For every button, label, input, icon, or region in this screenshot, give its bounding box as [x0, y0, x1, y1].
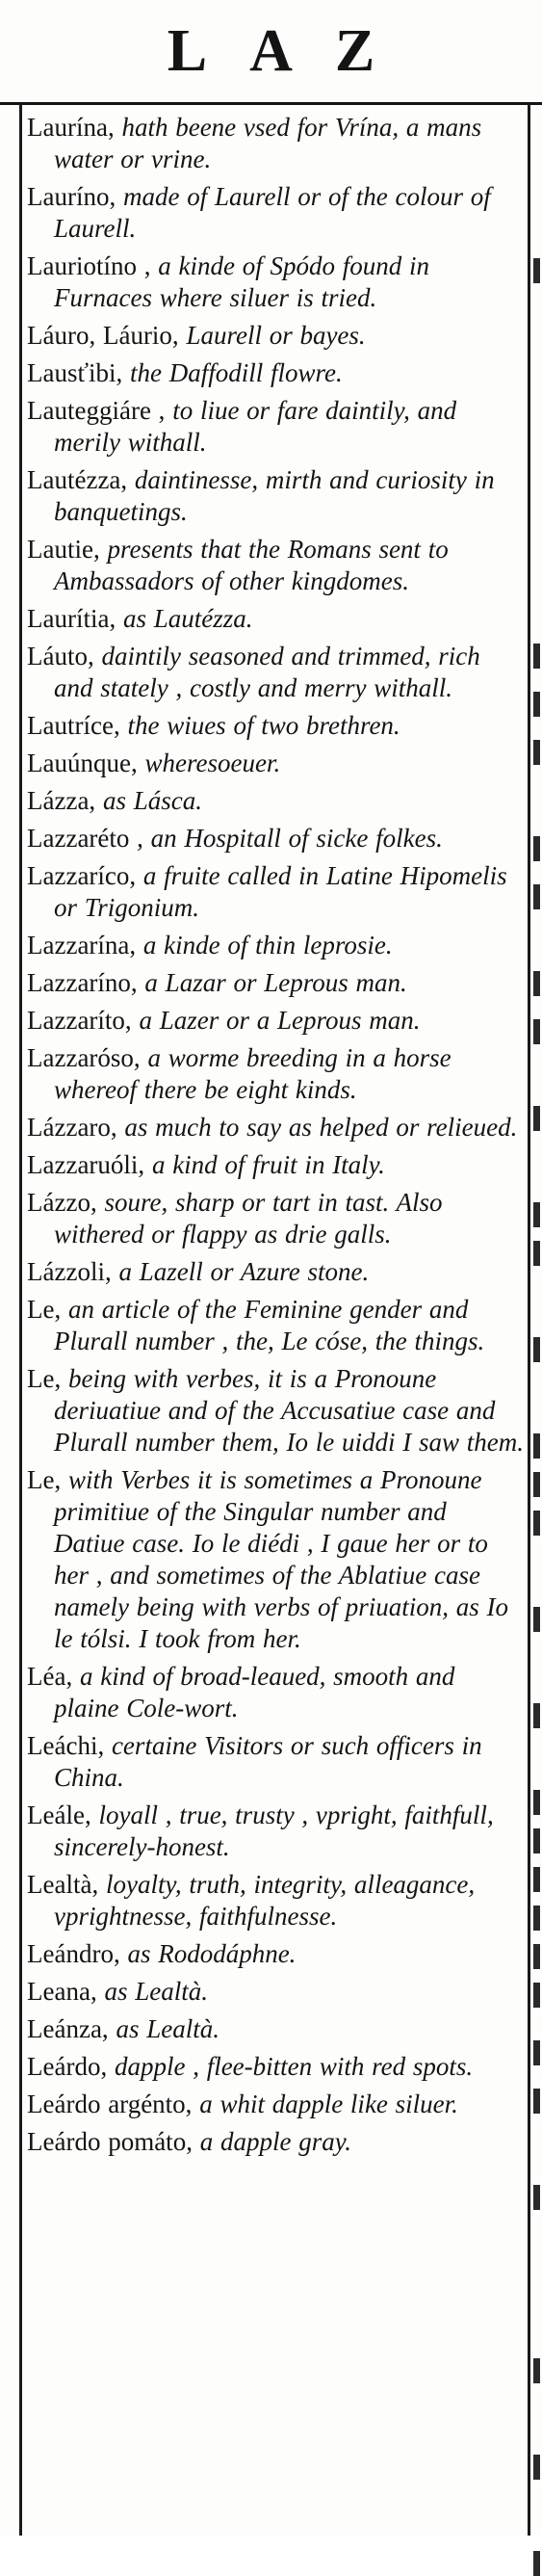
- dictionary-entry: [27, 1149, 524, 1181]
- entry-definition: the wiues of two brethren.: [119, 711, 400, 740]
- entry-definition: a kind of broad-leaued, smooth and plaine Cole-wort.: [54, 1662, 455, 1722]
- entry-headword: Láuto,: [27, 642, 94, 670]
- dictionary-entry: [27, 1112, 524, 1143]
- entry-headword: Lazzaréto ,: [27, 824, 143, 853]
- entry-headword: Lázzoli,: [27, 1257, 112, 1286]
- dictionary-entry: [27, 641, 524, 704]
- entry-definition: a kinde of thin leprosie.: [136, 931, 393, 959]
- entry-definition: a Lazell or Azure stone.: [111, 1257, 370, 1286]
- page-header: [0, 0, 542, 106]
- entry-headword: Léa,: [27, 1662, 73, 1691]
- entry-definition: an Hospitall of sicke folkes.: [142, 824, 443, 853]
- header-rule: [0, 102, 542, 105]
- entry-definition: a fruite called in Latine Hipomelis or Trigonium.: [54, 861, 507, 922]
- dictionary-entry: [27, 2126, 524, 2158]
- dictionary-entry: [27, 1042, 524, 1106]
- column-rule-right: [528, 104, 530, 2536]
- entry-definition: loyall , true, trusty , vpright, faithfull, sincerely-honest.: [54, 1801, 494, 1861]
- entry-headword: Lázza,: [27, 786, 96, 815]
- dictionary-entry: [27, 320, 524, 352]
- entry-headword: Lauriotíno ,: [27, 251, 151, 280]
- dictionary-entry: [27, 534, 524, 597]
- entry-headword: Lázzo,: [27, 1188, 97, 1217]
- dictionary-entry: [27, 1363, 524, 1459]
- dictionary-entry: [27, 1464, 524, 1655]
- entry-definition: as Lealtà.: [108, 2014, 219, 2043]
- entry-headword: Leále,: [27, 1801, 91, 1829]
- adjacent-column-fragments: [531, 104, 542, 2536]
- entry-definition: wheresoeuer.: [137, 749, 281, 777]
- entry-headword: Láuro, Láurio,: [27, 321, 179, 350]
- entry-definition: hath beene vsed for Vrína, a mans water or vrine.: [54, 113, 482, 173]
- entry-headword: Lautríce,: [27, 711, 120, 740]
- entry-definition: a Lazer or a Leprous man.: [131, 1006, 421, 1035]
- dictionary-entry: [27, 395, 524, 459]
- entry-headword: Lautie,: [27, 535, 100, 564]
- dictionary-entry: [27, 2051, 524, 2083]
- dictionary-entry: [27, 860, 524, 924]
- dictionary-entry: [27, 603, 524, 635]
- dictionary-entry: [27, 1187, 524, 1250]
- dictionary-entry: [27, 823, 524, 854]
- entry-definition: made of Laurell or of the colour of Laurell.: [54, 182, 491, 243]
- entry-headword: Lausťibi,: [27, 358, 123, 387]
- entry-definition: soure, sharp or tart in tast. Also withered or flappy as drie galls.: [54, 1188, 443, 1249]
- entry-headword: Le,: [27, 1364, 62, 1393]
- entry-headword: Le,: [27, 1295, 62, 1324]
- dictionary-entry: [27, 1938, 524, 1970]
- dictionary-entry: [27, 112, 524, 175]
- entry-headword: Lauúnque,: [27, 749, 138, 777]
- entry-definition: as Lautézza.: [116, 604, 253, 633]
- entry-headword: Laurítia,: [27, 604, 116, 633]
- entry-headword: Leana,: [27, 1977, 97, 2006]
- dictionary-entry: [27, 785, 524, 817]
- entry-definition: daintinesse, mirth and curiosity in banquetings.: [54, 465, 495, 526]
- dictionary-entry: [27, 1661, 524, 1724]
- dictionary-entry: [27, 930, 524, 961]
- dictionary-entry: [27, 2089, 524, 2120]
- dictionary-entry: [27, 710, 524, 742]
- dictionary-entry: [27, 967, 524, 999]
- dictionary-entry: [27, 357, 524, 389]
- entry-definition: a kind of fruit in Italy.: [144, 1150, 385, 1179]
- entry-headword: Lauteggiáre ,: [27, 396, 166, 425]
- entry-definition: a worme breeding in a horse whereof there be eight kinds.: [54, 1043, 452, 1104]
- entry-headword: Le,: [27, 1465, 62, 1494]
- entry-headword: Leárdo argénto,: [27, 2090, 193, 2118]
- entry-headword: Lazzaríco,: [27, 861, 137, 890]
- entry-definition: the Daffodill flowre.: [122, 358, 343, 387]
- entry-headword: Lázzaro,: [27, 1113, 117, 1142]
- entry-headword: Leárdo,: [27, 2052, 108, 2081]
- dictionary-entry: [27, 1976, 524, 2008]
- entry-headword: Lauríno,: [27, 182, 116, 211]
- entry-definition: dapple , flee-bitten with red spots.: [107, 2052, 474, 2081]
- entry-definition: being with verbes, it is a Pronoune deriuatiue and of the Accusatiue case and Plurall number them, Io le uiddi I saw them.: [54, 1364, 524, 1457]
- dictionary-entry: [27, 1869, 524, 1932]
- entry-definition: a whit dapple like siluer.: [192, 2090, 458, 2118]
- entry-headword: Lazzaruóli,: [27, 1150, 145, 1179]
- entry-definition: certaine Visitors or such officers in China.: [54, 1731, 482, 1792]
- entry-headword: Lazzarína,: [27, 931, 137, 959]
- dictionary-entry: [27, 1256, 524, 1288]
- entry-definition: an article of the Feminine gender and Plurall number , the, Le cóse, the things.: [54, 1295, 485, 1355]
- dictionary-entry: [27, 250, 524, 314]
- dictionary-entry: [27, 2013, 524, 2045]
- dictionary-entry: [27, 1800, 524, 1863]
- entry-definition: daintily seasoned and trimmed, rich and stately , costly and merry withall.: [54, 642, 480, 702]
- dictionary-entry: [27, 1005, 524, 1037]
- entry-definition: a Lazar or Leprous man.: [137, 968, 407, 997]
- entry-definition: a dapple gray.: [192, 2127, 351, 2156]
- entry-headword: Leárdo pomáto,: [27, 2127, 193, 2156]
- column-rule-left: [19, 104, 22, 2536]
- entry-definition: presents that the Romans sent to Ambassadors of other kingdomes.: [54, 535, 449, 595]
- dictionary-entry: [27, 748, 524, 779]
- entry-headword: Lazzaróso,: [27, 1043, 141, 1072]
- running-head: LAZ: [167, 18, 418, 84]
- entry-definition: loyalty, truth, integrity, alleagance, vprightnesse, faithfulnesse.: [54, 1870, 476, 1931]
- dictionary-entry: [27, 1294, 524, 1357]
- entry-definition: to liue or fare daintily, and merily withall.: [54, 396, 457, 457]
- entry-headword: Lautézza,: [27, 465, 128, 494]
- dictionary-entry: [27, 1730, 524, 1794]
- entry-headword: Lazzaríto,: [27, 1006, 132, 1035]
- entry-definition: Laurell or bayes.: [178, 321, 366, 350]
- entry-definition: a kinde of Spódo found in Furnaces where siluer is tried.: [54, 251, 429, 312]
- dictionary-entry: [27, 181, 524, 245]
- dictionary-column: [27, 112, 524, 2536]
- entry-definition: with Verbes it is sometimes a Pronoune primitiue of the Singular number and Datiue case. Io le diédi , I gaue her or to her , and sometimes of the Ablatiue case namely being with verbs of priuation, as Io le tólsi. I took from her.: [54, 1465, 508, 1653]
- entry-headword: Leáchi,: [27, 1731, 105, 1760]
- entry-headword: Laurína,: [27, 113, 115, 142]
- entry-headword: Lazzaríno,: [27, 968, 138, 997]
- entry-definition: as Rododáphne.: [119, 1939, 297, 1968]
- entry-definition: as much to say as helped or relieued.: [116, 1113, 518, 1142]
- entry-headword: Leánza,: [27, 2014, 109, 2043]
- entry-headword: Lealtà,: [27, 1870, 99, 1899]
- entry-definition: as Lealtà.: [96, 1977, 208, 2006]
- dictionary-entry: [27, 464, 524, 528]
- entry-definition: as Lásca.: [95, 786, 202, 815]
- entry-headword: Leándro,: [27, 1939, 120, 1968]
